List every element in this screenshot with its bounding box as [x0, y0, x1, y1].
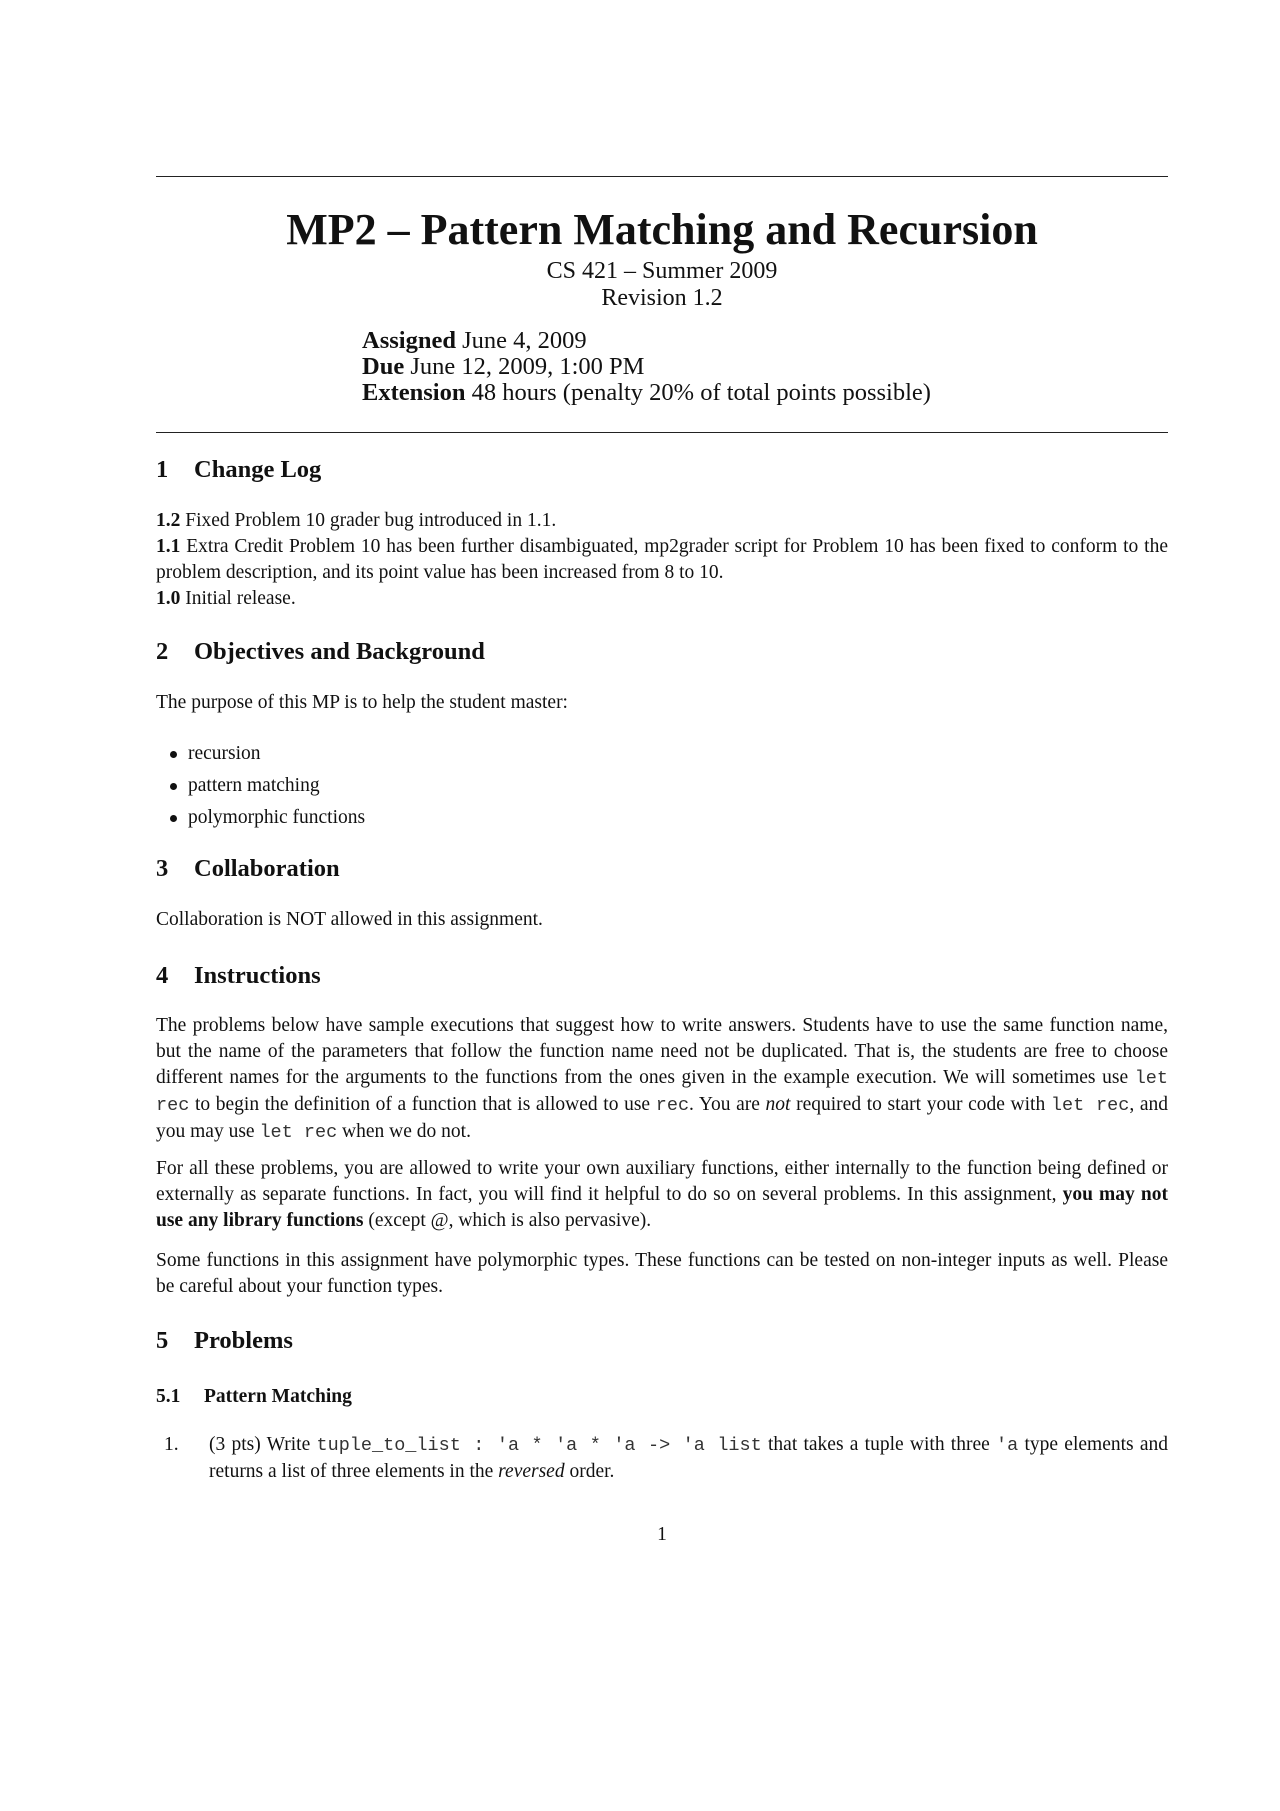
course-line: CS 421 – Summer 2009 — [546, 258, 778, 284]
inline-code: let rec — [156, 1068, 1168, 1116]
section-number: 1 — [156, 456, 169, 483]
inline-code: tuple_to_list : 'a * 'a * 'a -> 'a list — [316, 1435, 762, 1456]
section-title: Collaboration — [194, 855, 340, 882]
subsection-title: Pattern Matching — [204, 1386, 352, 1407]
list-item: recursion — [168, 738, 365, 770]
assigned-row — [362, 328, 931, 354]
section-title: Instructions — [194, 962, 321, 989]
section-heading-collaboration — [156, 854, 340, 884]
instructions-paragraph-2: For all these problems, you are allowed to write your own auxiliary functions, either internally to the function being defined or externally as separate functions. In fact, you will find it helpful to do so on several problems. In this assignment, you may not use any library functions (except @, which is also pervasive). — [156, 1158, 1168, 1231]
inline-code: 'a — [996, 1435, 1019, 1456]
objectives-intro: The purpose of this MP is to help the student master: — [156, 692, 568, 713]
assigned-label: Assigned — [362, 327, 456, 354]
extension-label: Extension — [362, 379, 466, 406]
subsection-number: 5.1 — [156, 1386, 181, 1407]
problem-number: 1. — [164, 1434, 179, 1455]
section-number: 2 — [156, 638, 169, 665]
change-log-entry: 1.2 Fixed Problem 10 grader bug introduced in 1.1. — [156, 510, 557, 531]
header-bottom-divider — [156, 432, 1168, 433]
change-log-entry: 1.0 Initial release. — [156, 588, 296, 609]
section-heading-problems — [156, 1326, 293, 1356]
instructions-paragraph-1: The problems below have sample executions that suggest how to write answers. Students have to use the same function name, but the name of the parameters that follow the function name need not be duplicated. That is, the students are free to choose different names for the arguments to the functions from the ones given in the example execution. We will sometimes use let rec to begin the definition of a function that is allowed to use rec. You are not required to start your code with let rec, and you may use let rec when we do not. — [156, 1015, 1169, 1143]
subsection-heading-pattern-matching — [156, 1384, 352, 1410]
due-label: Due — [362, 353, 405, 380]
instructions-paragraph-3: Some functions in this assignment have polymorphic types. These functions can be tested on non-integer inputs as well. Please be careful about your function types. — [156, 1250, 1168, 1297]
assignment-dates — [362, 328, 931, 406]
problem-item — [156, 1432, 1168, 1485]
change-log-entries — [156, 508, 1168, 612]
document-page — [156, 0, 1168, 1811]
section-number: 3 — [156, 855, 169, 882]
list-item: polymorphic functions — [168, 802, 365, 834]
due-row — [362, 354, 931, 380]
section-heading-change-log — [156, 455, 321, 485]
section-title: Problems — [194, 1327, 293, 1354]
collaboration-text: Collaboration is NOT allowed in this assignment. — [156, 909, 543, 930]
document-title: MP2 – Pattern Matching and Recursion — [286, 205, 1038, 254]
inline-code: rec — [655, 1095, 690, 1116]
due-value: June 12, 2009, 1:00 PM — [410, 353, 645, 380]
revision-line: Revision 1.2 — [601, 285, 723, 311]
page-number: 1 — [657, 1524, 667, 1545]
list-item: pattern matching — [168, 770, 365, 802]
section-title: Change Log — [194, 456, 322, 483]
change-log-entry: 1.1 Extra Credit Problem 10 has been further disambiguated, mp2grader script for Problem 10 has been fixed to conform to the problem description, and its point value has been increased from 8 to 10. — [156, 536, 1168, 583]
section-title: Objectives and Background — [194, 638, 485, 665]
assigned-value: June 4, 2009 — [462, 327, 587, 354]
section-heading-instructions — [156, 961, 321, 991]
inline-code: let rec — [259, 1122, 338, 1143]
section-number: 5 — [156, 1327, 169, 1354]
problem-text: (3 pts) Write tuple_to_list : 'a * 'a * 'a -> 'a list that takes a tuple with three 'a type elements and returns a list of three elements in the reversed order. — [209, 1434, 1169, 1482]
extension-value: 48 hours (penalty 20% of total points possible) — [471, 379, 931, 406]
section-heading-objectives — [156, 637, 485, 667]
section-number: 4 — [156, 962, 169, 989]
title-block — [156, 202, 1168, 312]
top-divider — [156, 176, 1168, 177]
extension-row — [362, 380, 931, 406]
inline-code: let rec — [1050, 1095, 1130, 1116]
objectives-list — [168, 738, 365, 834]
